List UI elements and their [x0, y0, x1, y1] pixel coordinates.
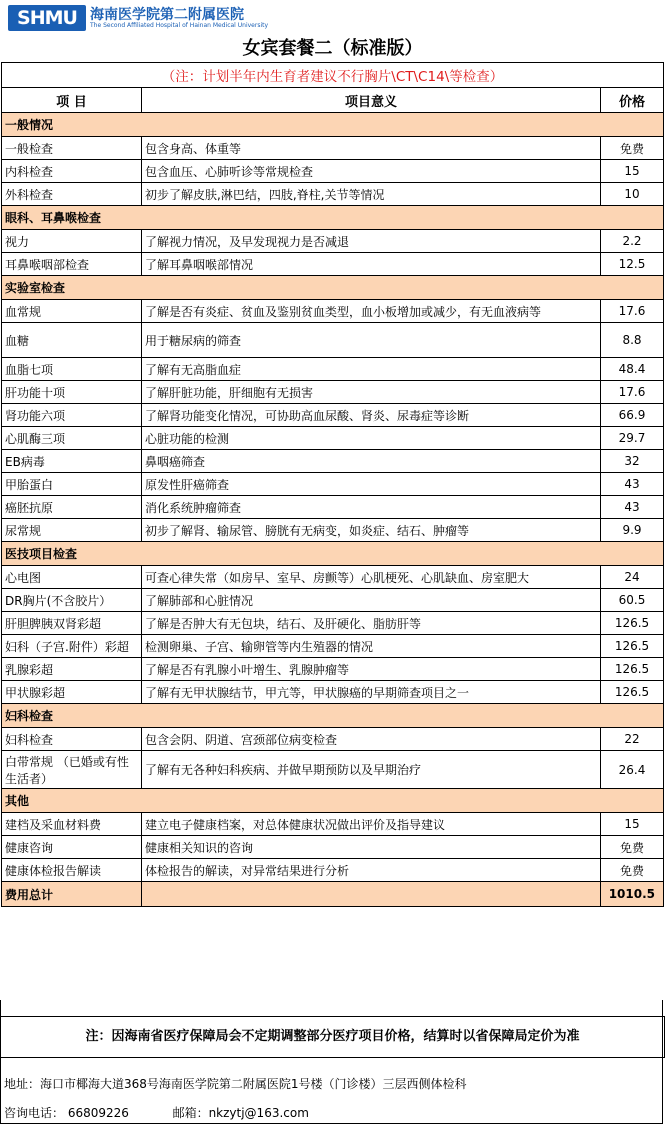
cell-price: 126.5: [601, 658, 664, 681]
cell-price: 32: [601, 450, 664, 473]
cell-meaning: 心脏功能的检测: [142, 427, 601, 450]
contact-line: [4, 1104, 309, 1121]
cell-meaning: 用于糖尿病的筛查: [142, 323, 601, 358]
total-label: 费用总计: [2, 882, 142, 907]
cell-price: 66.9: [601, 404, 664, 427]
hospital-name-en: The Second Affiliated Hospital of Hainan Medical University: [90, 22, 269, 29]
cell-meaning: 原发性肝癌筛查: [142, 473, 601, 496]
table-row: [2, 381, 664, 404]
table-row: [2, 183, 664, 206]
header: [0, 0, 665, 36]
column-header-price: 价格: [601, 88, 664, 113]
cell-meaning: 了解是否有炎症、贫血及鉴别贫血类型，血小板增加或减少，有无血液病等: [142, 300, 601, 323]
cell-price: 17.6: [601, 300, 664, 323]
cell-item: 心电图: [2, 566, 142, 589]
table-row: [2, 589, 664, 612]
cell-meaning: 包含血压、心肺听诊等常规检查: [142, 160, 601, 183]
cell-item: 乳腺彩超: [2, 658, 142, 681]
page-title: 女宾套餐二（标准版）: [242, 38, 423, 59]
address: 地址：海口市椰海大道368号海南医学院第二附属医院1号楼（门诊楼）三层西侧体检科: [4, 1077, 467, 1091]
cell-price: 17.6: [601, 381, 664, 404]
cell-meaning: 了解耳鼻咽喉部情况: [142, 253, 601, 276]
cell-item: 尿常规: [2, 519, 142, 542]
cell-price: 12.5: [601, 253, 664, 276]
cell-price: 60.5: [601, 589, 664, 612]
cell-meaning: 了解视力情况，及早发现视力是否减退: [142, 230, 601, 253]
section-header: [2, 113, 664, 137]
cell-meaning: 了解有无甲状腺结节，甲亢等，甲状腺癌的早期筛查项目之一: [142, 681, 601, 704]
table-row: [2, 473, 664, 496]
column-header-meaning: 项目意义: [142, 88, 601, 113]
table-row: [2, 681, 664, 704]
cell-meaning: 体检报告的解读，对异常结果进行分析: [142, 859, 601, 882]
cell-meaning: 了解是否有乳腺小叶增生、乳腺肿瘤等: [142, 658, 601, 681]
cell-meaning: 初步了解肾、输尿管、膀胱有无病变，如炎症、结石、肿瘤等: [142, 519, 601, 542]
cell-meaning: 了解有无各种妇科疾病、并做早期预防以及早期治疗: [142, 751, 601, 789]
hospital-name-cn: 海南医学院第二附属医院: [90, 7, 244, 23]
table-row: [2, 137, 664, 160]
cell-price: 免费: [601, 137, 664, 160]
cell-meaning: 包含身高、体重等: [142, 137, 601, 160]
cell-meaning: 了解肾功能变化情况，可协助高血尿酸、肾炎、尿毒症等诊断: [142, 404, 601, 427]
cell-item: 外科检查: [2, 183, 142, 206]
cell-price: 29.7: [601, 427, 664, 450]
section-header: [2, 704, 664, 728]
table-row: [2, 751, 664, 789]
table-row: [2, 253, 664, 276]
cell-price: 8.8: [601, 323, 664, 358]
section-title: 其他: [2, 789, 664, 813]
cell-meaning: 了解是否肿大有无包块，结石、及肝硬化、脂肪肝等: [142, 612, 601, 635]
cell-meaning: 鼻咽癌筛查: [142, 450, 601, 473]
table-row: [2, 230, 664, 253]
cell-item: 甲状腺彩超: [2, 681, 142, 704]
cell-price: 免费: [601, 859, 664, 882]
cell-price: 2.2: [601, 230, 664, 253]
cell-item: 肝胆脾胰双肾彩超: [2, 612, 142, 635]
section-title: 一般情况: [2, 113, 664, 137]
cell-price: 24: [601, 566, 664, 589]
cell-price: 126.5: [601, 612, 664, 635]
table-row: [2, 836, 664, 859]
cell-item: 耳鼻喉咽部检查: [2, 253, 142, 276]
section-title: 医技项目检查: [2, 542, 664, 566]
cell-price: 9.9: [601, 519, 664, 542]
table-row: [2, 358, 664, 381]
section-header: [2, 789, 664, 813]
cell-price: 43: [601, 473, 664, 496]
cell-item: 一般检查: [2, 137, 142, 160]
table-row: [2, 323, 664, 358]
cell-price: 126.5: [601, 635, 664, 658]
cell-meaning: 可查心律失常（如房早、室早、房颤等）心肌梗死、心肌缺血、房室肥大: [142, 566, 601, 589]
cell-item: 心肌酶三项: [2, 427, 142, 450]
table-row: [2, 728, 664, 751]
table-row: [2, 519, 664, 542]
cell-price: 10: [601, 183, 664, 206]
cell-price: 15: [601, 813, 664, 836]
cell-price: 126.5: [601, 681, 664, 704]
package-table: [1, 62, 664, 907]
cell-meaning: 建立电子健康档案，对总体健康状况做出评价及指导建议: [142, 813, 601, 836]
column-header-item: 项 目: [2, 88, 142, 113]
cell-item: 肝功能十项: [2, 381, 142, 404]
cell-meaning: 了解肝脏功能，肝细胞有无损害: [142, 381, 601, 404]
cell-item: 内科检查: [2, 160, 142, 183]
cell-item: 妇科（子宫.附件）彩超: [2, 635, 142, 658]
cell-item: 甲胎蛋白: [2, 473, 142, 496]
cell-item: 视力: [2, 230, 142, 253]
cell-meaning: 消化系统肿瘤筛查: [142, 496, 601, 519]
cell-price: 22: [601, 728, 664, 751]
phone: 咨询电话： 66809226: [4, 1106, 129, 1120]
table-row: [2, 859, 664, 882]
hospital-logo: SHMU: [8, 5, 86, 31]
table-row: [2, 160, 664, 183]
section-header: [2, 542, 664, 566]
price-adjustment-note: 注：因海南省医疗保障局会不定期调整部分医疗项目价格，结算时以省保障局定价为准: [0, 1016, 665, 1058]
cell-price: 免费: [601, 836, 664, 859]
cell-item: DR胸片(不含胶片）: [2, 589, 142, 612]
cell-meaning: 包含会阴、阴道、宫颈部位病变检查: [142, 728, 601, 751]
total-price: 1010.5: [601, 882, 664, 907]
table-row: [2, 635, 664, 658]
table-row: [2, 612, 664, 635]
cell-item: 白带常规 （已婚或有性生活者）: [2, 751, 142, 789]
section-title: 实验室检查: [2, 276, 664, 300]
cell-meaning: 了解肺部和心脏情况: [142, 589, 601, 612]
total-row: [2, 882, 664, 907]
section-title: 妇科检查: [2, 704, 664, 728]
cell-price: 48.4: [601, 358, 664, 381]
table-row: [2, 566, 664, 589]
total-spacer: [142, 882, 601, 907]
cell-price: 15: [601, 160, 664, 183]
section-header: [2, 276, 664, 300]
cell-meaning: 初步了解皮肤,淋巴结，四肢,脊柱,关节等情况: [142, 183, 601, 206]
table-row: [2, 813, 664, 836]
pregnancy-note: （注：计划半年内生育者建议不行胸片\CT\C14\等检查）: [2, 63, 664, 88]
cell-price: 43: [601, 496, 664, 519]
cell-item: 健康咨询: [2, 836, 142, 859]
cell-meaning: 检测卵巢、子宫、输卵管等内生殖器的情况: [142, 635, 601, 658]
cell-item: 妇科检查: [2, 728, 142, 751]
table-row: [2, 300, 664, 323]
table-row: [2, 496, 664, 519]
cell-item: EB病毒: [2, 450, 142, 473]
cell-meaning: 了解有无高脂血症: [142, 358, 601, 381]
cell-meaning: 健康相关知识的咨询: [142, 836, 601, 859]
email: 邮箱：nkzytj@163.com: [172, 1106, 309, 1120]
table-row: [2, 450, 664, 473]
cell-item: 血脂七项: [2, 358, 142, 381]
table-row: [2, 427, 664, 450]
cell-item: 肾功能六项: [2, 404, 142, 427]
cell-item: 建档及采血材料费: [2, 813, 142, 836]
cell-item: 血糖: [2, 323, 142, 358]
cell-item: 血常规: [2, 300, 142, 323]
table-row: [2, 658, 664, 681]
cell-item: 癌胚抗原: [2, 496, 142, 519]
cell-price: 26.4: [601, 751, 664, 789]
section-header: [2, 206, 664, 230]
cell-item: 健康体检报告解读: [2, 859, 142, 882]
table-row: [2, 404, 664, 427]
section-title: 眼科、耳鼻喉检查: [2, 206, 664, 230]
